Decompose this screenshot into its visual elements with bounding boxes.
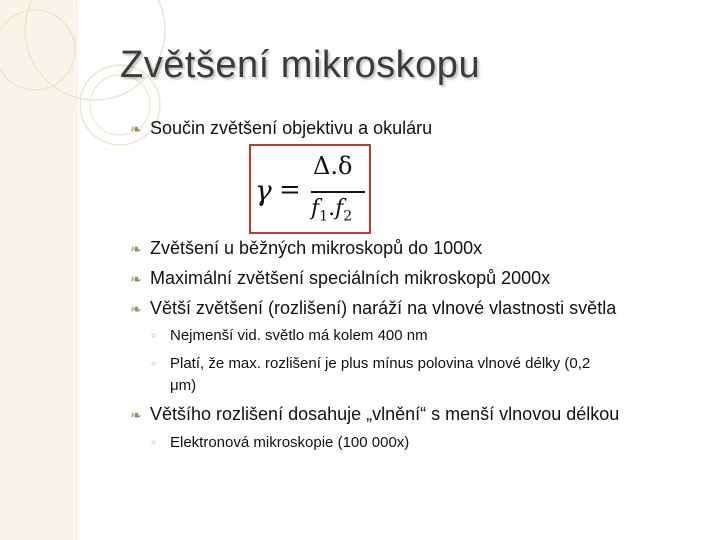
formula-denominator: $f_1.f_2$	[311, 196, 353, 225]
sub-bullet-item	[150, 353, 590, 397]
sub-bullet-text: Platí, že max. rozlišení je plus mínus polovina vlnové délky (0,2 μm)	[170, 355, 591, 394]
bullet-icon: ❧	[130, 302, 142, 318]
sub-bullet-icon: ◦	[150, 357, 158, 371]
sub-bullet-item	[150, 432, 409, 454]
bullet-item	[130, 238, 482, 259]
bullet-item	[130, 404, 619, 425]
bullet-item	[130, 118, 432, 139]
bullet-item	[130, 298, 616, 319]
formula-image	[249, 144, 371, 234]
bullet-text: Většího rozlišení dosahuje „vlnění“ s menší vlnovou délkou	[150, 404, 620, 424]
sub-bullet-item	[150, 325, 428, 347]
formula-numerator: Δ.δ	[313, 152, 353, 180]
bullet-icon: ❧	[130, 272, 142, 288]
bullet-text: Zvětšení u běžných mikroskopů do 1000x	[150, 238, 483, 258]
sub-bullet-text: Elektronová mikroskopie (100 000x)	[170, 434, 410, 451]
bullet-icon: ❧	[130, 122, 142, 138]
sub-bullet-icon: ◦	[150, 436, 158, 450]
sub-bullet-icon: ◦	[150, 329, 158, 343]
bullet-text: Větší zvětšení (rozlišení) naráží na vlnové vlastnosti světla	[150, 298, 617, 318]
bullet-text: Součin zvětšení objektivu a okuláru	[150, 118, 433, 138]
slide-title: Zvětšení mikroskopu	[120, 44, 481, 86]
bullet-text: Maximální zvětšení speciálních mikroskopů 2000x	[150, 268, 551, 288]
sub-bullet-text: Nejmenší vid. světlo má kolem 400 nm	[170, 327, 428, 344]
decorative-circles	[0, 0, 200, 200]
bullet-icon: ❧	[130, 242, 142, 258]
formula-gamma: γ	[255, 174, 272, 207]
formula-fraction-bar	[311, 191, 365, 193]
formula-equals: =	[279, 175, 301, 205]
bullet-icon: ❧	[130, 408, 142, 424]
bullet-item	[130, 268, 550, 289]
